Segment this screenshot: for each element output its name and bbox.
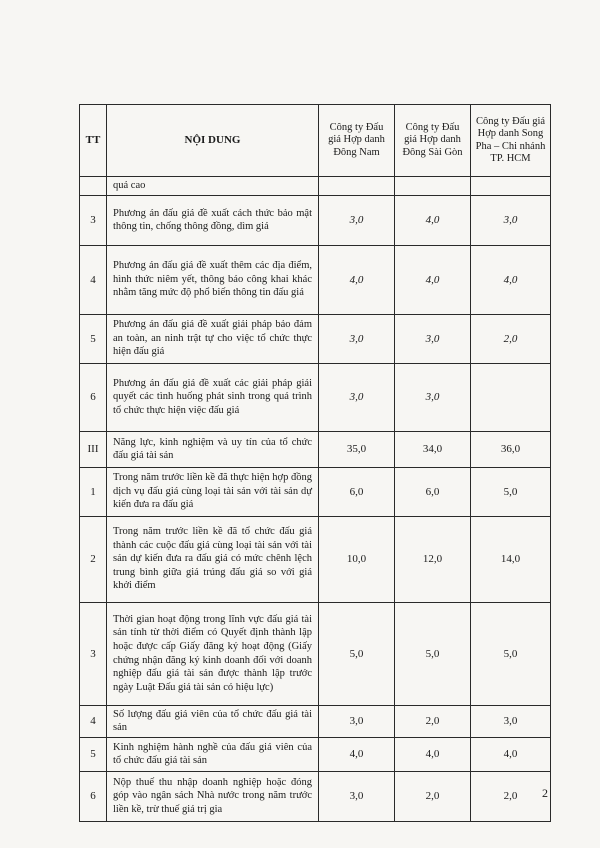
row-value-company-3: 14,0 [471, 516, 551, 602]
row-value-company-2: 5,0 [395, 602, 471, 705]
row-value-company-3 [471, 177, 551, 196]
row-tt: 1 [80, 467, 107, 516]
row-content: Phương án đấu giá đề xuất giải pháp bảo đảm an toàn, an ninh trật tự cho việc tổ chức thực hiện đấu giá [107, 314, 319, 363]
row-content: Phương án đấu giá đề xuất cách thức bảo mật thông tin, chống thông đồng, dìm giá [107, 195, 319, 245]
header-tt: TT [80, 105, 107, 177]
row-value-company-2: 2,0 [395, 705, 471, 737]
row-value-company-1: 3,0 [319, 363, 395, 431]
row-value-company-1 [319, 177, 395, 196]
row-value-company-3: 36,0 [471, 431, 551, 467]
row-value-company-2: 4,0 [395, 195, 471, 245]
header-company-2: Công ty Đấu giá Hợp danh Đông Sài Gòn [395, 105, 471, 177]
row-value-company-1: 35,0 [319, 431, 395, 467]
row-value-company-2: 3,0 [395, 363, 471, 431]
table-row [80, 516, 551, 602]
header-content: NỘI DUNG [107, 105, 319, 177]
page-number: 2 [542, 786, 548, 800]
row-value-company-3: 3,0 [471, 705, 551, 737]
row-value-company-2: 2,0 [395, 771, 471, 821]
row-tt: 2 [80, 516, 107, 602]
table-row [80, 363, 551, 431]
table-row [80, 314, 551, 363]
row-tt: 3 [80, 195, 107, 245]
row-value-company-2: 12,0 [395, 516, 471, 602]
row-value-company-2: 34,0 [395, 431, 471, 467]
row-value-company-3: 5,0 [471, 602, 551, 705]
row-value-company-1: 3,0 [319, 705, 395, 737]
row-value-company-1: 3,0 [319, 314, 395, 363]
table-row [80, 431, 551, 467]
row-content: Phương án đấu giá đề xuất các giải pháp giải quyết các tình huống phát sinh trong quá trình tổ chức thực hiện việc đấu giá [107, 363, 319, 431]
row-content: Kinh nghiệm hành nghề của đấu giá viên của tổ chức đấu giá tài sản [107, 737, 319, 771]
table-row [80, 467, 551, 516]
table-row [80, 177, 551, 196]
row-content: Năng lực, kinh nghiệm và uy tín của tổ chức đấu giá tài sản [107, 431, 319, 467]
row-content: Nộp thuế thu nhập doanh nghiệp hoặc đóng góp vào ngân sách Nhà nước trong năm trước liền kề, trừ thuế giá trị gia [107, 771, 319, 821]
table-row [80, 602, 551, 705]
row-value-company-3: 2,0 [471, 771, 551, 821]
row-value-company-2 [395, 177, 471, 196]
row-content: Trong năm trước liền kề đã thực hiện hợp đồng dịch vụ đấu giá cùng loại tài sản với tài sản dự kiến đưa ra đấu giá [107, 467, 319, 516]
row-value-company-1: 3,0 [319, 771, 395, 821]
table-row [80, 705, 551, 737]
header-company-3: Công ty Đấu giá Hợp danh Song Pha – Chi nhánh TP. HCM [471, 105, 551, 177]
table-row [80, 737, 551, 771]
row-value-company-3: 4,0 [471, 737, 551, 771]
row-value-company-1: 3,0 [319, 195, 395, 245]
row-value-company-3: 3,0 [471, 195, 551, 245]
row-value-company-1: 5,0 [319, 602, 395, 705]
row-tt: 4 [80, 705, 107, 737]
row-value-company-3 [471, 363, 551, 431]
row-value-company-1: 4,0 [319, 245, 395, 314]
table-row [80, 195, 551, 245]
header-company-1: Công ty Đấu giá Hợp danh Đông Nam [319, 105, 395, 177]
row-content: Phương án đấu giá đề xuất thêm các địa điểm, hình thức niêm yết, thông báo công khai khác nhằm tăng mức độ phổ biến thông tin đấu giá [107, 245, 319, 314]
row-tt: 5 [80, 737, 107, 771]
row-content: Thời gian hoạt động trong lĩnh vực đấu giá tài sản tính từ thời điểm có Quyết định thành lập hoặc được cấp Giấy đăng ký hoạt động (Giấy chứng nhận đăng ký kinh doanh đối với doanh nghiệp đấu giá tài sản được thành lập trước ngày Luật Đấu giá tài sản có hiệu lực) [107, 602, 319, 705]
table-header-row [80, 105, 551, 177]
row-tt: 3 [80, 602, 107, 705]
row-tt [80, 177, 107, 196]
row-value-company-1: 4,0 [319, 737, 395, 771]
row-value-company-3: 2,0 [471, 314, 551, 363]
row-value-company-3: 4,0 [471, 245, 551, 314]
row-value-company-2: 4,0 [395, 737, 471, 771]
row-content: quả cao [107, 177, 319, 196]
row-value-company-2: 4,0 [395, 245, 471, 314]
table-row [80, 245, 551, 314]
row-content: Trong năm trước liền kề đã tổ chức đấu giá thành các cuộc đấu giá cùng loại tài sản với tài sản dự kiến đưa ra đấu giá có mức chênh lệch trung bình giữa giá trúng đấu giá so với giá khởi điểm [107, 516, 319, 602]
row-tt: 4 [80, 245, 107, 314]
row-tt: 6 [80, 363, 107, 431]
row-value-company-1: 10,0 [319, 516, 395, 602]
row-tt: 6 [80, 771, 107, 821]
table-row [80, 771, 551, 821]
row-value-company-1: 6,0 [319, 467, 395, 516]
row-value-company-2: 3,0 [395, 314, 471, 363]
row-tt: 5 [80, 314, 107, 363]
row-content: Số lượng đấu giá viên của tổ chức đấu giá tài sản [107, 705, 319, 737]
row-value-company-3: 5,0 [471, 467, 551, 516]
evaluation-table [79, 104, 551, 822]
row-tt: III [80, 431, 107, 467]
row-value-company-2: 6,0 [395, 467, 471, 516]
